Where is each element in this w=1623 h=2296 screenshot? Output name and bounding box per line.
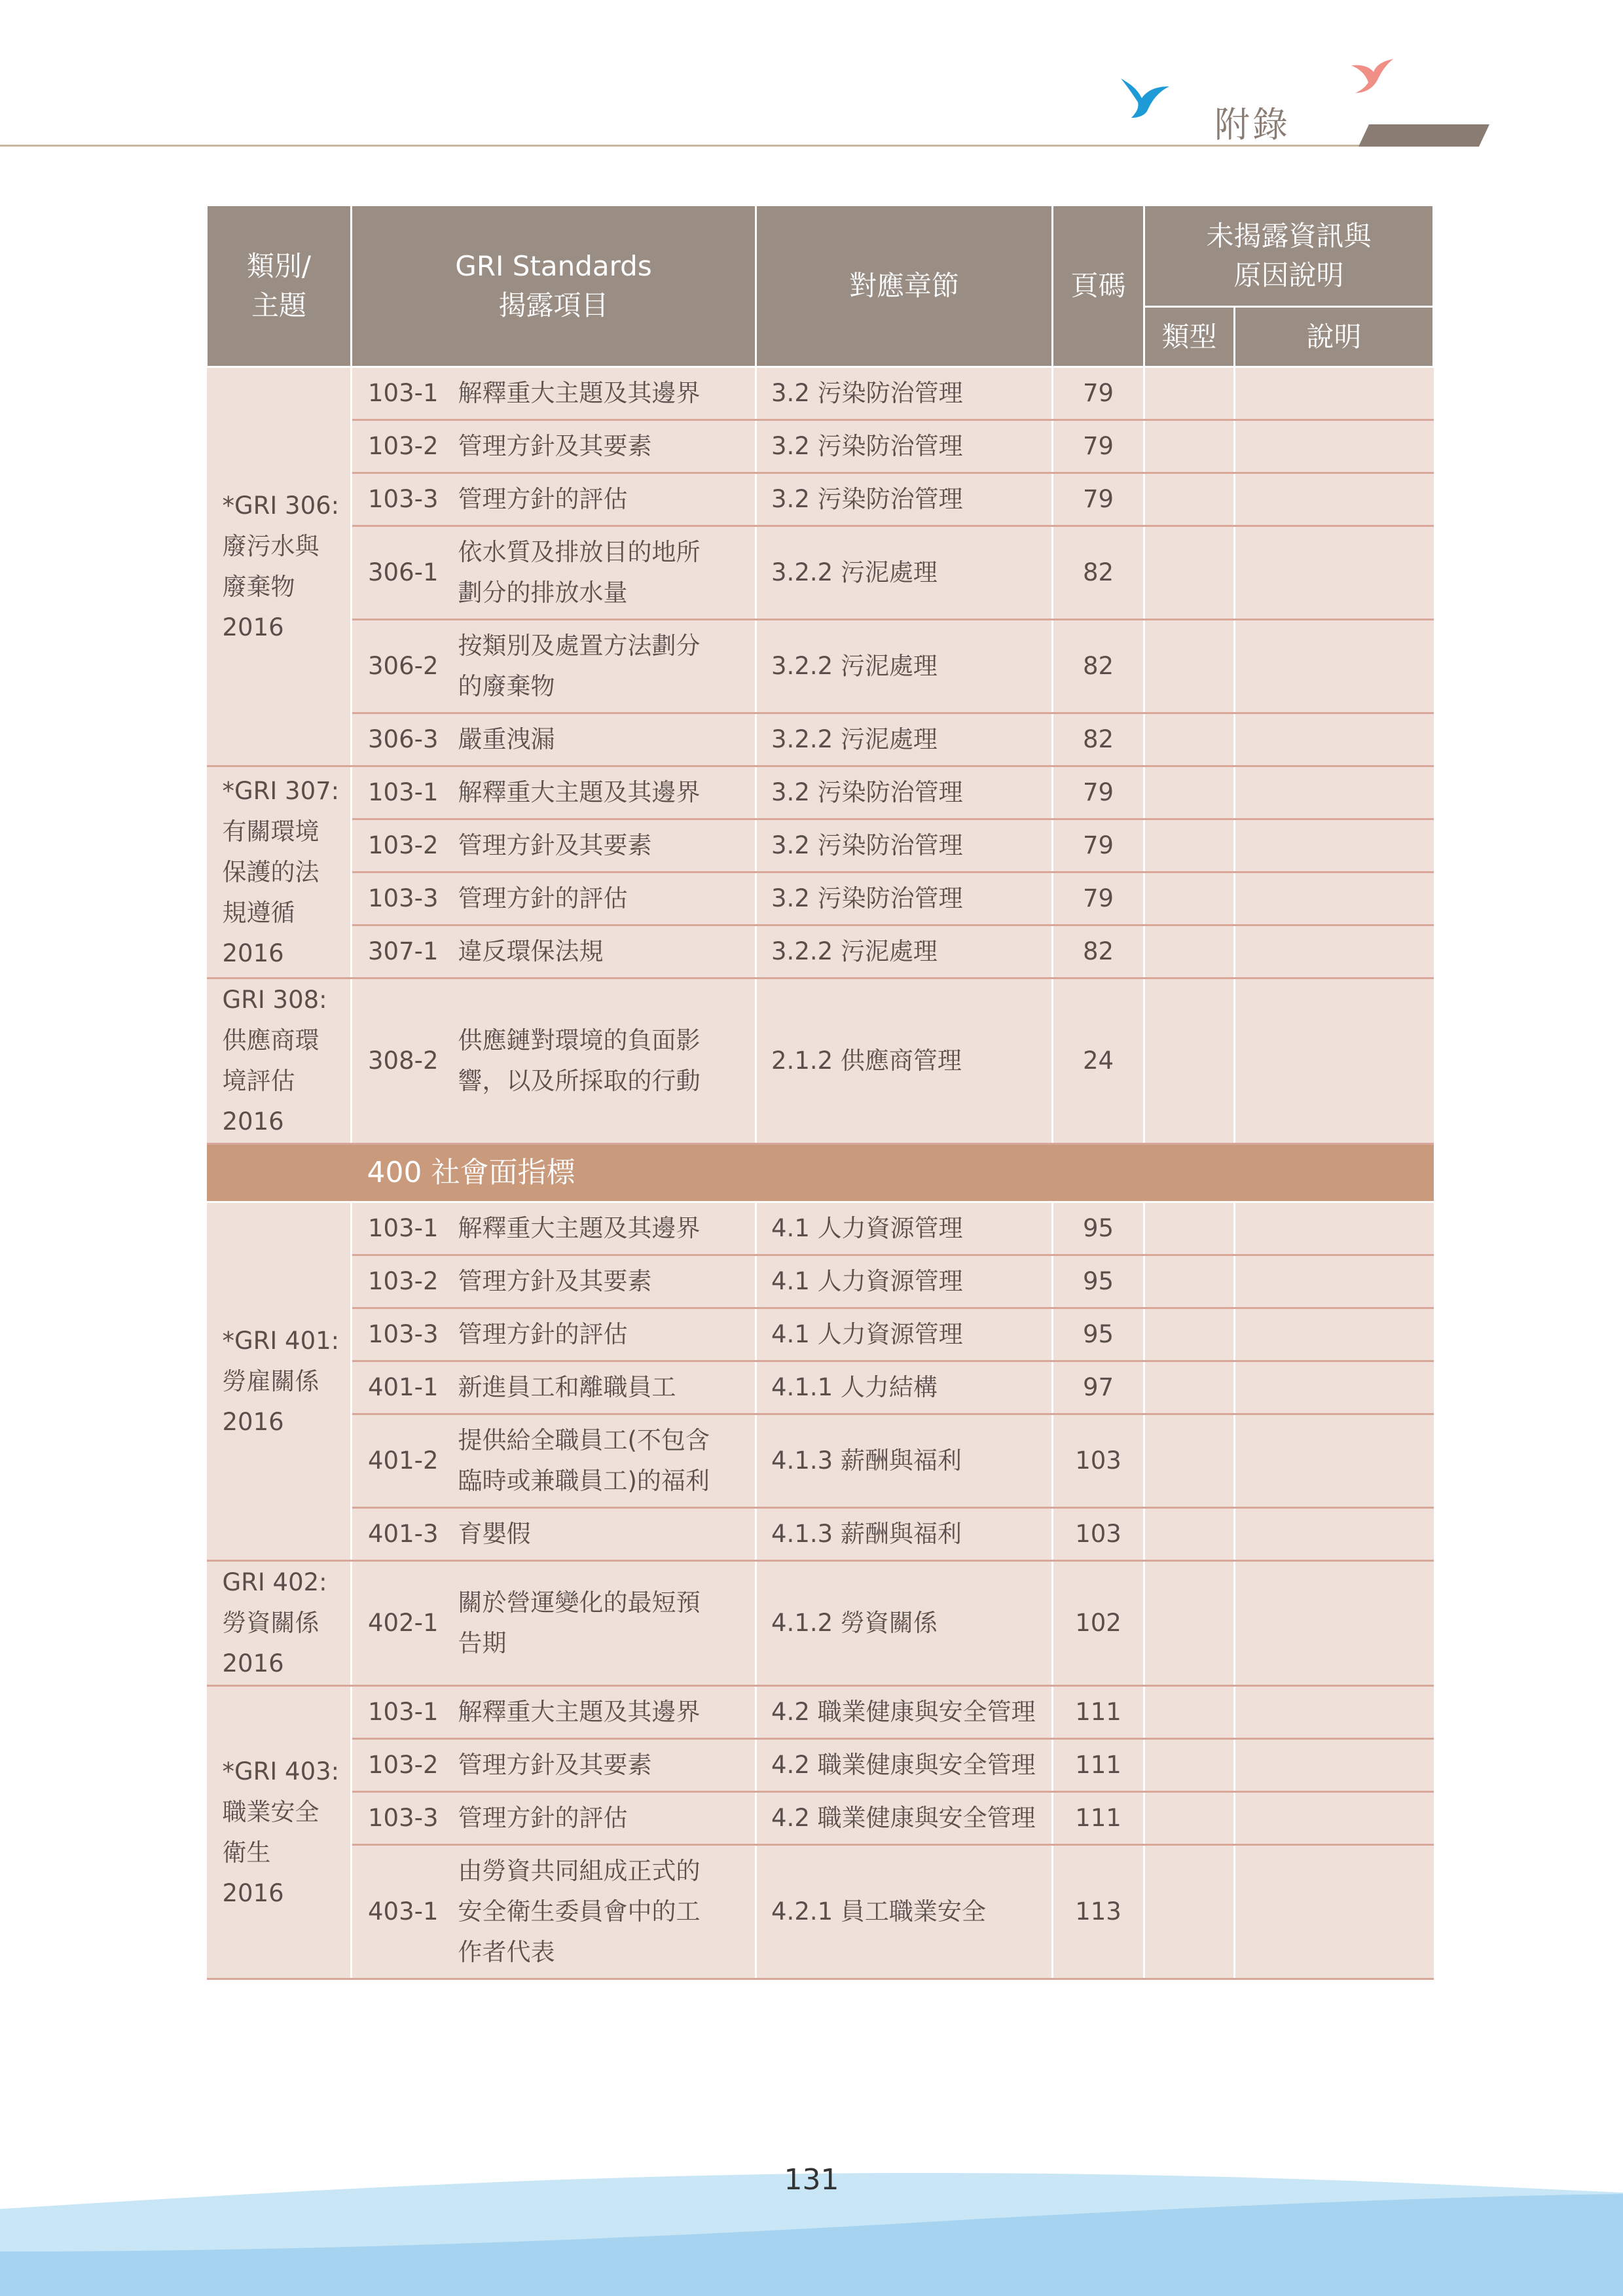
col-header-omission-type: 類型 [1144, 307, 1235, 367]
table-row [207, 978, 1434, 1144]
omission-type-cell [1144, 367, 1235, 420]
page-ref: 82 [1053, 925, 1144, 978]
category-cell [207, 1686, 352, 1979]
section-heading: 400 社會面指標 [352, 1144, 1434, 1202]
disclosure-item: 嚴重洩漏 [458, 713, 756, 766]
disclosure-item: 關於營運變化的最短預 告期 [458, 1561, 756, 1686]
col-header-omission-desc: 說明 [1235, 307, 1434, 367]
omission-desc-cell [1235, 367, 1434, 420]
disclosure-code: 103-2 [352, 420, 458, 473]
table-row [207, 1414, 1434, 1508]
disclosure-item: 管理方針及其要素 [458, 420, 756, 473]
disclosure-code: 103-3 [352, 1792, 458, 1845]
page-ref: 103 [1053, 1508, 1144, 1561]
chapter-ref: 3.2 污染防治管理 [756, 473, 1053, 526]
chapter-ref: 4.1.3 薪酬與福利 [756, 1414, 1053, 1508]
page-ref: 82 [1053, 713, 1144, 766]
omission-type-cell [1144, 1308, 1235, 1361]
chapter-ref: 4.1.2 勞資關係 [756, 1561, 1053, 1686]
disclosure-item: 管理方針及其要素 [458, 819, 756, 872]
disclosure-item: 由勞資共同組成正式的 安全衛生委員會中的工 作者代表 [458, 1845, 756, 1979]
disclosure-code: 307-1 [352, 925, 458, 978]
omission-desc-cell [1235, 1686, 1434, 1739]
page-ref: 103 [1053, 1414, 1144, 1508]
omission-desc-cell [1235, 1414, 1434, 1508]
omission-type-cell [1144, 1414, 1235, 1508]
disclosure-item: 供應鏈對環境的負面影 響，以及所採取的行動 [458, 978, 756, 1144]
omission-type-cell [1144, 1202, 1235, 1255]
chapter-ref: 3.2.2 污泥處理 [756, 713, 1053, 766]
table-row [207, 1202, 1434, 1255]
header-rule [0, 145, 1368, 147]
page-ref: 79 [1053, 766, 1144, 819]
disclosure-item: 違反環保法規 [458, 925, 756, 978]
table-row [207, 1308, 1434, 1361]
category-label: GRI 402: 勞資關係 2016 [222, 1568, 327, 1677]
disclosure-code: 103-2 [352, 819, 458, 872]
table-row [207, 1845, 1434, 1979]
chapter-ref: 3.2 污染防治管理 [756, 766, 1053, 819]
omission-type-cell [1144, 978, 1235, 1144]
page-ref: 97 [1053, 1361, 1144, 1414]
omission-type-cell [1144, 1739, 1235, 1792]
page-ref: 79 [1053, 872, 1144, 925]
header-tab [1359, 124, 1489, 147]
omission-type-cell [1144, 1561, 1235, 1686]
disclosure-code: 403-1 [352, 1845, 458, 1979]
table-row [207, 1255, 1434, 1308]
table-row [207, 620, 1434, 713]
chapter-ref: 2.1.2 供應商管理 [756, 978, 1053, 1144]
disclosure-code: 401-2 [352, 1414, 458, 1508]
chapter-ref: 3.2 污染防治管理 [756, 420, 1053, 473]
disclosure-item: 依水質及排放目的地所 劃分的排放水量 [458, 526, 756, 620]
table-row [207, 420, 1434, 473]
disclosure-item: 管理方針及其要素 [458, 1255, 756, 1308]
omission-desc-cell [1235, 713, 1434, 766]
category-label: *GRI 403: 職業安全 衛生 2016 [222, 1757, 340, 1907]
chapter-ref: 3.2 污染防治管理 [756, 819, 1053, 872]
omission-desc-cell [1235, 1361, 1434, 1414]
disclosure-code: 103-3 [352, 872, 458, 925]
omission-desc-cell [1235, 766, 1434, 819]
section-spacer [207, 1144, 352, 1202]
omission-type-cell [1144, 819, 1235, 872]
col-header-chapter: 對應章節 [756, 206, 1053, 367]
disclosure-code: 103-1 [352, 367, 458, 420]
category-label: GRI 308: 供應商環 境評估 2016 [222, 986, 327, 1136]
table-row [207, 1686, 1434, 1739]
omission-type-cell [1144, 526, 1235, 620]
disclosure-code: 103-1 [352, 1202, 458, 1255]
omission-desc-cell [1235, 420, 1434, 473]
disclosure-code: 306-2 [352, 620, 458, 713]
table-row [207, 473, 1434, 526]
page-ref: 79 [1053, 420, 1144, 473]
pink-swallow-icon [1347, 55, 1395, 94]
table-row [207, 1739, 1434, 1792]
omission-type-cell [1144, 620, 1235, 713]
disclosure-code: 308-2 [352, 978, 458, 1144]
chapter-ref: 4.2 職業健康與安全管理 [756, 1686, 1053, 1739]
table-row [207, 872, 1434, 925]
disclosure-item: 管理方針的評估 [458, 473, 756, 526]
omission-type-cell [1144, 1255, 1235, 1308]
category-cell [207, 766, 352, 978]
omission-type-cell [1144, 1508, 1235, 1561]
page-number: 131 [784, 2163, 839, 2197]
disclosure-item: 解釋重大主題及其邊界 [458, 766, 756, 819]
disclosure-code: 306-1 [352, 526, 458, 620]
disclosure-code: 103-1 [352, 1686, 458, 1739]
omission-type-cell [1144, 925, 1235, 978]
omission-desc-cell [1235, 872, 1434, 925]
page-ref: 79 [1053, 367, 1144, 420]
page-ref: 113 [1053, 1845, 1144, 1979]
category-cell [207, 1561, 352, 1686]
disclosure-code: 401-1 [352, 1361, 458, 1414]
disclosure-code: 103-3 [352, 473, 458, 526]
chapter-ref: 4.2 職業健康與安全管理 [756, 1739, 1053, 1792]
disclosure-item: 解釋重大主題及其邊界 [458, 1202, 756, 1255]
page-ref: 82 [1053, 620, 1144, 713]
chapter-ref: 3.2 污染防治管理 [756, 367, 1053, 420]
table-row [207, 819, 1434, 872]
page-ref: 111 [1053, 1792, 1144, 1845]
table-row [207, 925, 1434, 978]
table-row [207, 1508, 1434, 1561]
omission-type-cell [1144, 1845, 1235, 1979]
table-row [207, 713, 1434, 766]
category-cell [207, 1202, 352, 1561]
disclosure-code: 103-2 [352, 1255, 458, 1308]
page-ref: 79 [1053, 473, 1144, 526]
disclosure-code: 306-3 [352, 713, 458, 766]
omission-desc-cell [1235, 925, 1434, 978]
omission-type-cell [1144, 1686, 1235, 1739]
blue-swallow-icon [1118, 72, 1171, 119]
omission-type-cell [1144, 713, 1235, 766]
table-row [207, 526, 1434, 620]
omission-desc-cell [1235, 620, 1434, 713]
page-ref: 24 [1053, 978, 1144, 1144]
disclosure-item: 育嬰假 [458, 1508, 756, 1561]
page-ref: 79 [1053, 819, 1144, 872]
table-row [207, 367, 1434, 420]
omission-type-cell [1144, 473, 1235, 526]
disclosure-item: 新進員工和離職員工 [458, 1361, 756, 1414]
chapter-ref: 4.1.1 人力結構 [756, 1361, 1053, 1414]
chapter-ref: 3.2.2 污泥處理 [756, 925, 1053, 978]
omission-desc-cell [1235, 1792, 1434, 1845]
disclosure-item: 管理方針的評估 [458, 1792, 756, 1845]
table-row [207, 1792, 1434, 1845]
omission-type-cell [1144, 766, 1235, 819]
gri-index-table [206, 204, 1434, 1980]
page-ref: 95 [1053, 1308, 1144, 1361]
chapter-ref: 4.2.1 員工職業安全 [756, 1845, 1053, 1979]
omission-type-cell [1144, 1361, 1235, 1414]
disclosure-item: 解釋重大主題及其邊界 [458, 1686, 756, 1739]
omission-type-cell [1144, 420, 1235, 473]
page-ref: 95 [1053, 1202, 1144, 1255]
section-row [207, 1144, 1434, 1202]
col-header-category: 類別/ 主題 [207, 206, 352, 367]
chapter-ref: 4.1 人力資源管理 [756, 1202, 1053, 1255]
page-ref: 95 [1053, 1255, 1144, 1308]
omission-desc-cell [1235, 1255, 1434, 1308]
chapter-ref: 4.1 人力資源管理 [756, 1255, 1053, 1308]
disclosure-code: 401-3 [352, 1508, 458, 1561]
disclosure-code: 103-2 [352, 1739, 458, 1792]
category-label: *GRI 306: 廢污水與 廢棄物 2016 [222, 491, 340, 641]
table-row [207, 1561, 1434, 1686]
col-header-gri-standards: GRI Standards 揭露項目 [352, 206, 756, 367]
chapter-ref: 3.2.2 污泥處理 [756, 526, 1053, 620]
col-header-omission: 未揭露資訊與 原因說明 [1144, 206, 1434, 307]
table-row [207, 1361, 1434, 1414]
omission-type-cell [1144, 872, 1235, 925]
chapter-ref: 3.2 污染防治管理 [756, 872, 1053, 925]
omission-desc-cell [1235, 1202, 1434, 1255]
omission-desc-cell [1235, 1561, 1434, 1686]
chapter-ref: 4.1 人力資源管理 [756, 1308, 1053, 1361]
omission-desc-cell [1235, 526, 1434, 620]
page-ref: 102 [1053, 1561, 1144, 1686]
omission-desc-cell [1235, 819, 1434, 872]
page-section-title: 附錄 [1214, 104, 1290, 145]
omission-desc-cell [1235, 1845, 1434, 1979]
category-label: *GRI 307: 有關環境 保護的法 規遵循 2016 [222, 776, 340, 967]
disclosure-code: 103-3 [352, 1308, 458, 1361]
disclosure-code: 402-1 [352, 1561, 458, 1686]
omission-desc-cell [1235, 1308, 1434, 1361]
omission-desc-cell [1235, 473, 1434, 526]
category-label: *GRI 401: 勞雇關係 2016 [222, 1326, 340, 1436]
chapter-ref: 4.1.3 薪酬與福利 [756, 1508, 1053, 1561]
disclosure-item: 管理方針的評估 [458, 872, 756, 925]
chapter-ref: 3.2.2 污泥處理 [756, 620, 1053, 713]
disclosure-item: 提供給全職員工(不包含 臨時或兼職員工)的福利 [458, 1414, 756, 1508]
chapter-ref: 4.2 職業健康與安全管理 [756, 1792, 1053, 1845]
omission-type-cell [1144, 1792, 1235, 1845]
category-cell [207, 978, 352, 1144]
disclosure-item: 按類別及處置方法劃分 的廢棄物 [458, 620, 756, 713]
page-ref: 111 [1053, 1686, 1144, 1739]
omission-desc-cell [1235, 1508, 1434, 1561]
disclosure-item: 管理方針及其要素 [458, 1739, 756, 1792]
col-header-page: 頁碼 [1053, 206, 1144, 367]
disclosure-item: 管理方針的評估 [458, 1308, 756, 1361]
page-ref: 111 [1053, 1739, 1144, 1792]
page-ref: 82 [1053, 526, 1144, 620]
table-row [207, 766, 1434, 819]
disclosure-code: 103-1 [352, 766, 458, 819]
omission-desc-cell [1235, 1739, 1434, 1792]
disclosure-item: 解釋重大主題及其邊界 [458, 367, 756, 420]
omission-desc-cell [1235, 978, 1434, 1144]
category-cell [207, 367, 352, 766]
